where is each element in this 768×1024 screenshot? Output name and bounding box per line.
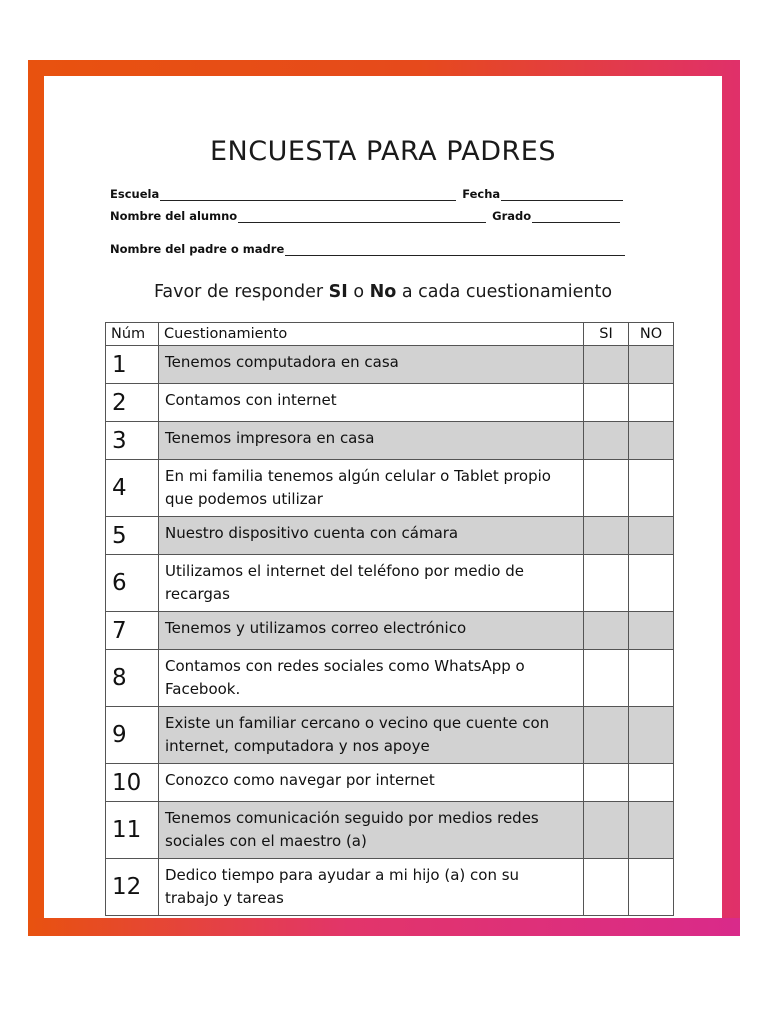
field-row-parent bbox=[110, 242, 631, 256]
question-text: Conozco como navegar por internet bbox=[159, 764, 584, 802]
field-row-school bbox=[110, 187, 629, 201]
question-text: Tenemos comunicación seguido por medios redes sociales con el maestro (a) bbox=[159, 802, 584, 859]
no-answer-cell[interactable] bbox=[629, 460, 674, 517]
row-number: 9 bbox=[106, 707, 159, 764]
question-text: Tenemos computadora en casa bbox=[159, 346, 584, 384]
instructions-middle: o bbox=[347, 282, 370, 302]
no-answer-cell[interactable] bbox=[629, 707, 674, 764]
header-si: SI bbox=[584, 323, 629, 346]
nombre-alumno-field[interactable] bbox=[238, 210, 486, 223]
instructions-no: No bbox=[369, 282, 397, 302]
table-header-row bbox=[106, 323, 674, 346]
no-answer-cell[interactable] bbox=[629, 346, 674, 384]
no-answer-cell[interactable] bbox=[629, 422, 674, 460]
table-row bbox=[106, 650, 674, 707]
si-answer-cell[interactable] bbox=[584, 650, 629, 707]
si-answer-cell[interactable] bbox=[584, 859, 629, 916]
instructions-suffix: a cada cuestionamiento bbox=[396, 282, 613, 302]
question-text: Tenemos impresora en casa bbox=[159, 422, 584, 460]
question-text: En mi familia tenemos algún celular o Tablet propio que podemos utilizar bbox=[159, 460, 584, 517]
table-row bbox=[106, 802, 674, 859]
table-row bbox=[106, 384, 674, 422]
table-row bbox=[106, 612, 674, 650]
no-answer-cell[interactable] bbox=[629, 802, 674, 859]
si-answer-cell[interactable] bbox=[584, 555, 629, 612]
instructions-prefix: Favor de responder bbox=[153, 282, 329, 302]
question-text: Nuestro dispositivo cuenta con cámara bbox=[159, 517, 584, 555]
table-row bbox=[106, 422, 674, 460]
row-number: 4 bbox=[106, 460, 159, 517]
field-row-student bbox=[110, 209, 626, 223]
table-row bbox=[106, 859, 674, 916]
row-number: 5 bbox=[106, 517, 159, 555]
escuela-field[interactable] bbox=[160, 188, 456, 201]
grado-label: Grado bbox=[492, 209, 532, 223]
row-number: 2 bbox=[106, 384, 159, 422]
fecha-field[interactable] bbox=[501, 188, 623, 201]
orange-frame bbox=[28, 60, 740, 936]
table-row bbox=[106, 460, 674, 517]
si-answer-cell[interactable] bbox=[584, 346, 629, 384]
row-number: 7 bbox=[106, 612, 159, 650]
table-row bbox=[106, 346, 674, 384]
no-answer-cell[interactable] bbox=[629, 859, 674, 916]
survey-sheet bbox=[44, 76, 722, 918]
si-answer-cell[interactable] bbox=[584, 764, 629, 802]
si-answer-cell[interactable] bbox=[584, 802, 629, 859]
row-number: 12 bbox=[106, 859, 159, 916]
table-row bbox=[106, 517, 674, 555]
survey-title: ENCUESTA PARA PADRES bbox=[209, 136, 557, 167]
header-num: Núm bbox=[106, 323, 159, 346]
nombre-padre-field[interactable] bbox=[285, 243, 625, 256]
question-text: Tenemos y utilizamos correo electrónico bbox=[159, 612, 584, 650]
survey-table bbox=[105, 322, 674, 916]
row-number: 3 bbox=[106, 422, 159, 460]
escuela-label: Escuela bbox=[110, 187, 160, 201]
row-number: 10 bbox=[106, 764, 159, 802]
row-number: 8 bbox=[106, 650, 159, 707]
question-text: Existe un familiar cercano o vecino que cuente con internet, computadora y nos apoye bbox=[159, 707, 584, 764]
nombre-padre-label: Nombre del padre o madre bbox=[110, 242, 285, 256]
nombre-alumno-label: Nombre del alumno bbox=[110, 209, 238, 223]
question-text: Contamos con redes sociales como WhatsApp o Facebook. bbox=[159, 650, 584, 707]
instructions-si: SI bbox=[328, 282, 348, 302]
no-answer-cell[interactable] bbox=[629, 384, 674, 422]
fecha-label: Fecha bbox=[462, 187, 501, 201]
instructions bbox=[44, 282, 722, 302]
question-text: Dedico tiempo para ayudar a mi hijo (a) con su trabajo y tareas bbox=[159, 859, 584, 916]
si-answer-cell[interactable] bbox=[584, 460, 629, 517]
no-answer-cell[interactable] bbox=[629, 517, 674, 555]
question-text: Contamos con internet bbox=[159, 384, 584, 422]
table-row bbox=[106, 707, 674, 764]
si-answer-cell[interactable] bbox=[584, 517, 629, 555]
header-no: NO bbox=[629, 323, 674, 346]
no-answer-cell[interactable] bbox=[629, 650, 674, 707]
question-text: Utilizamos el internet del teléfono por medio de recargas bbox=[159, 555, 584, 612]
no-answer-cell[interactable] bbox=[629, 555, 674, 612]
table-row bbox=[106, 555, 674, 612]
row-number: 1 bbox=[106, 346, 159, 384]
si-answer-cell[interactable] bbox=[584, 612, 629, 650]
si-answer-cell[interactable] bbox=[584, 422, 629, 460]
no-answer-cell[interactable] bbox=[629, 612, 674, 650]
row-number: 11 bbox=[106, 802, 159, 859]
grado-field[interactable] bbox=[532, 210, 620, 223]
row-number: 6 bbox=[106, 555, 159, 612]
si-answer-cell[interactable] bbox=[584, 384, 629, 422]
header-question: Cuestionamiento bbox=[159, 323, 584, 346]
table-row bbox=[106, 764, 674, 802]
si-answer-cell[interactable] bbox=[584, 707, 629, 764]
no-answer-cell[interactable] bbox=[629, 764, 674, 802]
